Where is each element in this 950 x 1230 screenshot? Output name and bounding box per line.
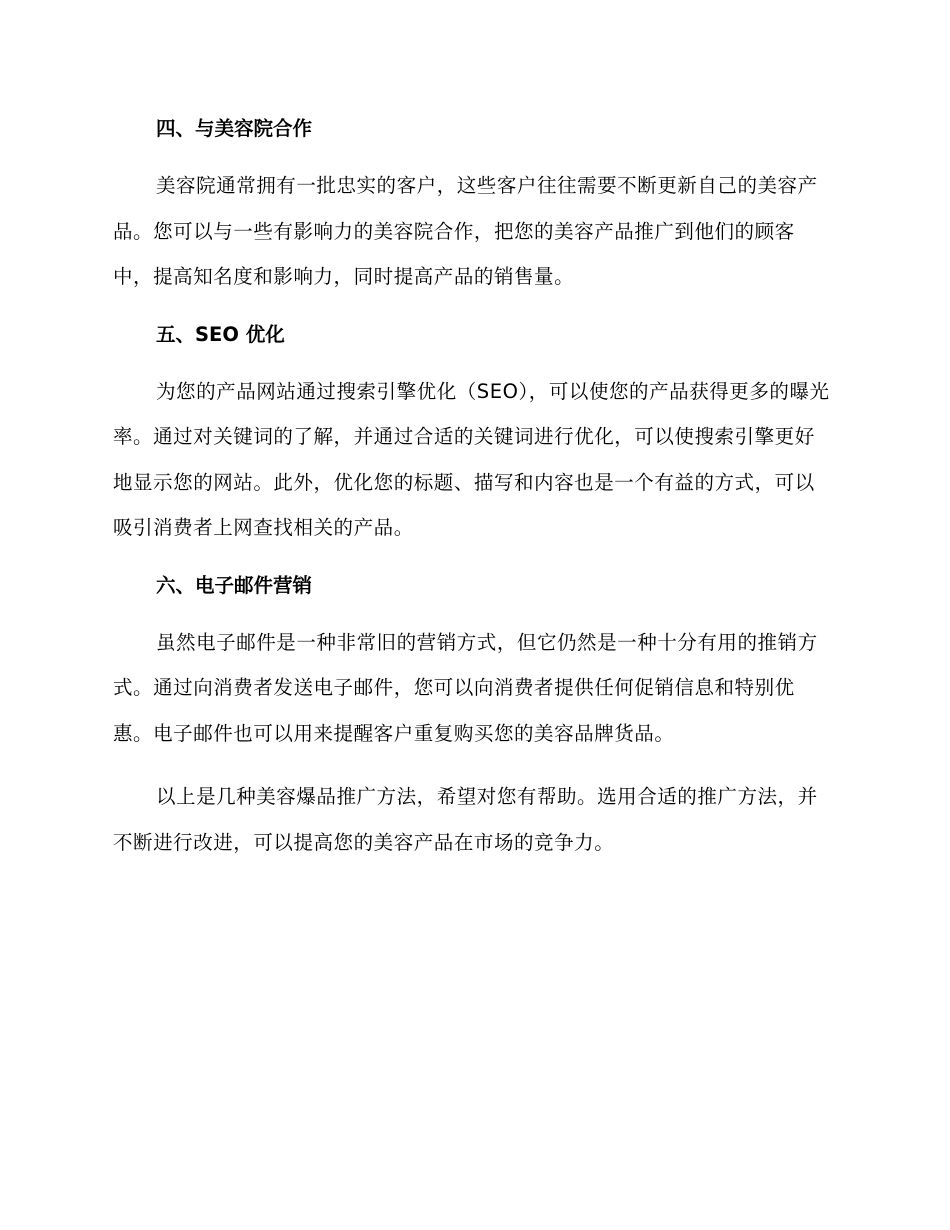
section-paragraph: 美容院通常拥有一批忠实的客户，这些客户往往需要不断更新自己的美容产品。您可以与一些有影响力的美容院合作，把您的美容产品推广到他们的顾客中，提高知名度和影响力，同时提高产品的销售量。 — [113, 174, 818, 288]
section-paragraph: 为您的产品网站通过搜索引擎优化（SEO），可以使您的产品获得更多的曝光率。通过对关键词的了解，并通过合适的关键词进行优化，可以使搜索引擎更好地显示您的网站。此外，优化您的标题、描写和内容也是一个有益的方式，可以吸引消费者上网查找相关的产品。 — [113, 379, 830, 539]
section-paragraph: 虽然电子邮件是一种非常旧的营销方式，但它仍然是一种十分有用的推销方式。通过向消费者发送电子邮件，您可以向消费者提供任何促销信息和特别优惠。电子邮件也可以用来提醒客户重复购买您的美容品牌货品。 — [113, 630, 818, 745]
conclusion-paragraph: 以上是几种美容爆品推广方法，希望对您有帮助。选用合适的推广方法，并不断进行改进，可以提高您的美容产品在市场的竞争力。 — [113, 785, 818, 854]
section-heading: 六、电子邮件营销 — [156, 573, 313, 597]
section-seo-optimization — [113, 318, 950, 569]
section-email-marketing — [113, 569, 950, 775]
section-heading: 五、SEO 优化 — [156, 322, 285, 346]
section-beauty-salon-cooperation — [113, 112, 950, 318]
section-heading: 四、与美容院合作 — [156, 117, 313, 140]
